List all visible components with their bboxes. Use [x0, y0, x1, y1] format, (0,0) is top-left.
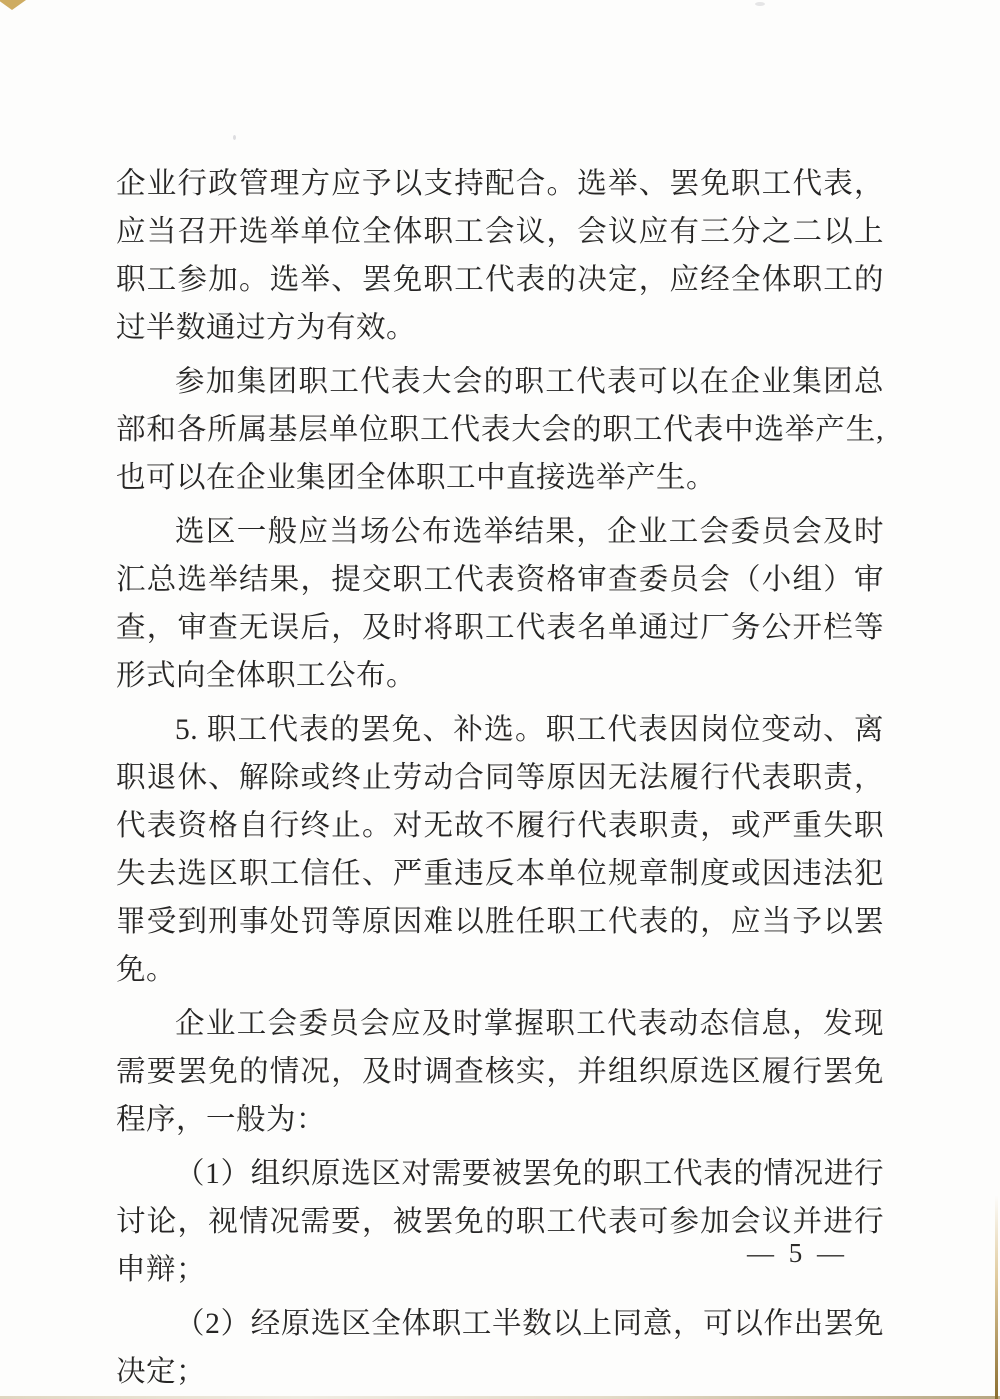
- paragraph: 参加集团职工代表大会的职工代表可以在企业集团总部和各所属基层单位职工代表大会的职工代表中选举产生,也可以在企业集团全体职工中直接选举产生。: [116, 366, 884, 494]
- document-body: [116, 160, 884, 1399]
- scan-corner-artifact: [0, 0, 26, 10]
- paragraph: 选区一般应当场公布选举结果，企业工会委员会及时汇总选举结果，提交职工代表资格审查委员会（小组）审查，审查无误后，及时将职工代表名单通过厂务公开栏等形式向全体职工公布。: [116, 516, 884, 692]
- paragraph: 5. 职工代表的罢免、补选。职工代表因岗位变动、离职退休、解除或终止劳动合同等原因无法履行代表职责，代表资格自行终止。对无故不履行代表职责，或严重失职失去选区职工信任、严重违反本单位规章制度或因违法犯罪受到刑事处罚等原因难以胜任职工代表的，应当予以罢免。: [116, 714, 884, 986]
- list-item-paragraph: （2）经原选区全体职工半数以上同意，可以作出罢免决定；: [116, 1308, 884, 1388]
- paragraph: 企业工会委员会应及时掌握职工代表动态信息，发现需要罢免的情况，及时调查核实，并组织原选区履行罢免程序，一般为：: [116, 1008, 884, 1136]
- scan-speck: [755, 2, 765, 6]
- list-item-paragraph: （1）组织原选区对需要被罢免的职工代表的情况进行讨论，视情况需要，被罢免的职工代表可参加会议并进行申辩；: [116, 1158, 884, 1286]
- scan-speck: [233, 135, 236, 140]
- scan-edge-artifact-right: [995, 1195, 998, 1399]
- page-number: — 5 —: [747, 1238, 848, 1268]
- paragraph: 企业行政管理方应予以支持配合。选举、罢免职工代表，应当召开选举单位全体职工会议，会议应有三分之二以上职工参加。选举、罢免职工代表的决定，应经全体职工的过半数通过方为有效。: [116, 168, 884, 344]
